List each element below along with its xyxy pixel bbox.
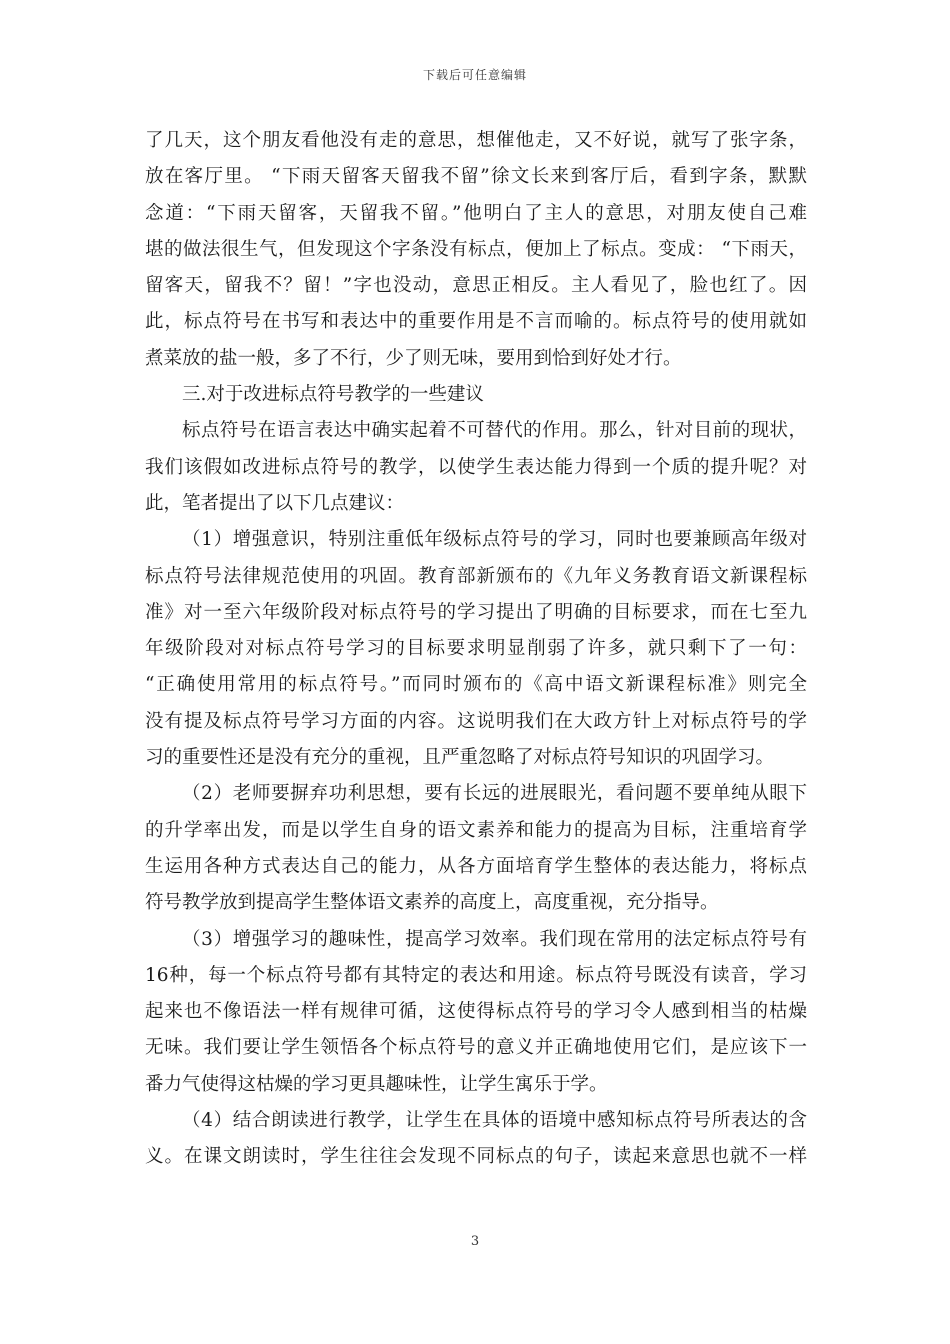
body-line: （2）老师要摒弃功利思想，要有长远的进展眼光，看问题不要单纯从眼下 [182, 783, 807, 805]
body-line: 准》对一至六年级阶段对标点符号的学习提出了明确的目标要求，而在七至九 [145, 601, 807, 623]
body-line: （4）结合朗读进行教学，让学生在具体的语境中感知标点符号所表达的含 [182, 1110, 807, 1132]
body-line: 习的重要性还是没有充分的重视，且严重忽略了对标点符号知识的巩固学习。 [145, 747, 775, 769]
body-line: “正确使用常用的标点符号。”而同时颁布的《高中语文新课程标准》则完全 [145, 674, 807, 696]
page-header: 下载后可任意编辑 [422, 68, 527, 82]
body-line: 煮菜放的盐一般，多了不行，少了则无味，要用到恰到好处才行。 [145, 347, 682, 369]
body-line: 义。在课文朗读时，学生往往会发现不同标点的句子，读起来意思也就不一样 [145, 1146, 807, 1168]
body-line: 番力气使得这枯燥的学习更具趣味性，让学生寓乐于学。 [145, 1073, 608, 1095]
body-line: 无味。我们要让学生领悟各个标点符号的意义并正确地使用它们，是应该下一 [145, 1037, 807, 1059]
body-line: （1）增强意识，特别注重低年级标点符号的学习，同时也要兼顾高年级对 [182, 529, 807, 551]
body-line: 标点符号在语言表达中确实起着不可替代的作用。那么，针对目前的现状， [182, 420, 807, 442]
body-line: 符号教学放到提高学生整体语文素养的高度上，高度重视，充分指导。 [145, 892, 719, 914]
body-line: 年级阶段对对标点符号学习的目标要求明显削弱了许多，就只剩下了一句： [145, 638, 807, 660]
body-line: （3）增强学习的趣味性，提高学习效率。我们现在常用的法定标点符号有 [182, 928, 807, 950]
body-line: 起来也不像语法一样有规律可循，这使得标点符号的学习令人感到相当的枯燥 [145, 1001, 807, 1023]
page-number: 3 [470, 1234, 480, 1249]
body-line: 此，笔者提出了以下几点建议： [145, 492, 405, 514]
body-line: 生运用各种方式表达自己的能力，从各方面培育学生整体的表达能力，将标点 [145, 855, 807, 877]
body-line: 留客天，留我不？留！”字也没动，意思正相反。主人看见了，脸也红了。因 [145, 275, 807, 297]
body-line: 此，标点符号在书写和表达中的重要作用是不言而喻的。标点符号的使用就如 [145, 311, 807, 333]
body-line: 了几天，这个朋友看他没有走的意思，想催他走，又不好说，就写了张字条， [145, 130, 807, 151]
document-body [145, 123, 807, 1176]
section-heading: 三.对于改进标点符号教学的一些建议 [182, 384, 484, 406]
body-line: 堪的做法很生气，但发现这个字条没有标点，便加上了标点。变成： “下雨天， [145, 238, 807, 260]
body-line: 标点符号法律规范使用的巩固。教育部新颁布的《九年义务教育语文新课程标 [145, 565, 807, 587]
body-line: 的升学率出发，而是以学生自身的语文素养和能力的提高为目标，注重培育学 [145, 819, 807, 841]
body-line: 念道：“下雨天留客，天留我不留。”他明白了主人的意思，对朋友使自己难 [145, 202, 807, 224]
body-line: 没有提及标点符号学习方面的内容。这说明我们在大政方针上对标点符号的学 [145, 710, 807, 732]
body-line: 放在客厅里。 “下雨天留客天留我不留”徐文长来到客厅后，看到字条，默默 [145, 166, 807, 188]
body-line: 我们该假如改进标点符号的教学，以使学生表达能力得到一个质的提升呢？对 [145, 456, 807, 478]
body-line: 16种，每一个标点符号都有其特定的表达和用途。标点符号既没有读音，学习 [145, 964, 807, 986]
